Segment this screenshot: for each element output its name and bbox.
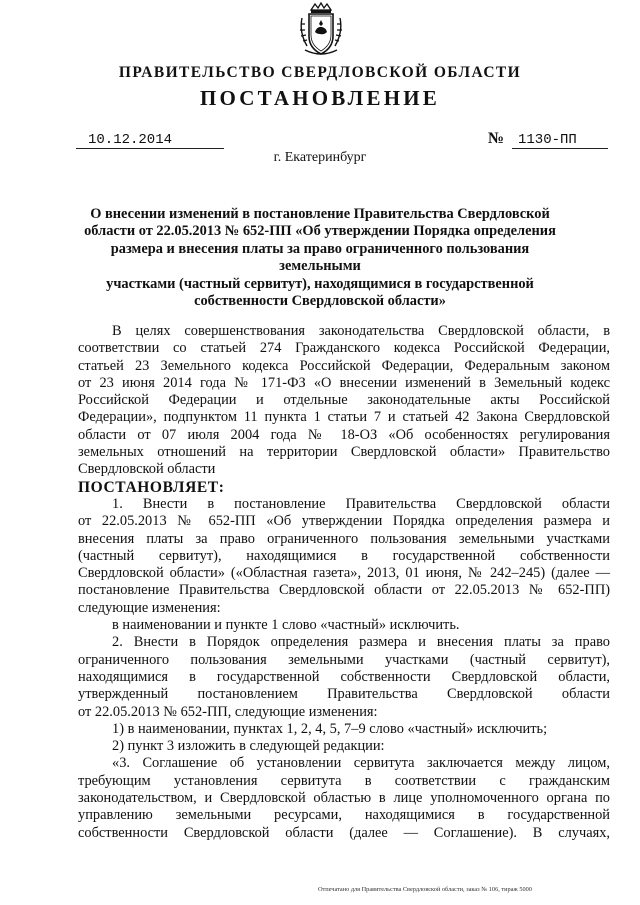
title-line: собственности Свердловской области» [194,293,446,310]
body-line: Свердловской области [78,461,216,478]
number-sign: № [488,130,505,147]
document-date: 10.12.2014 [76,132,224,149]
body-line: следующие изменения: [78,599,221,616]
body-line: 2) пункт 3 изложить в следующей редакции: [112,738,385,755]
body-line: ограниченного пользования земельными участками (частный сервитут), [78,651,610,668]
title-line: области от 22.05.2013 № 652-ПП «Об утверждении Порядка определения [84,223,556,240]
resolves-heading: ПОСТАНОВЛЯЕТ: [78,478,225,496]
body-line: земельных отношений на территории Свердловской области» Правительство [78,444,610,461]
title-line: размера и внесения платы за право ограниченного пользования земельными [110,240,530,275]
body-line: постановление Правительства Свердловской области от 22.05.2013 № 652-ПП) [78,582,610,599]
document-title [78,206,562,310]
body-line: 1) в наименовании, пунктах 1, 2, 4, 5, 7–9 слово «частный» исключить; [112,720,548,737]
body-line: Российской Федерации и отдельные законодательные акты Российской [78,392,610,409]
body-line: законодательством, и Свердловской областью в лице уполномоченного органа по [78,790,610,807]
body-line: управлению земельными ресурсами, находящимися в государственной [78,807,610,824]
body-line: области от 07 июля 2004 года № 18-ОЗ «Об особенностях регулирования [78,426,610,443]
body-line: находящимися в государственной собственности Свердловской области, [78,668,610,685]
body-line: 1. Внести в постановление Правительства Свердловской области [112,495,610,512]
body-line: от 22.05.2013 № 652-ПП «Об утверждении Порядка определения размера и [78,513,610,530]
document-number: 1130-ПП [512,132,608,149]
document-body [78,323,610,842]
body-line: внесения платы за право ограниченного пользования земельными участками [78,530,610,547]
body-line: статьей 23 Земельного кодекса Российской Федерации, Федеральным законом [78,357,610,374]
body-line: (частный сервитут), находящимися в государственной собственности [78,547,610,564]
body-line: В целях совершенствования законодательства Свердловской области, в [112,323,610,339]
coat-of-arms-emblem [296,2,346,58]
print-footer: Отпечатано для Правительства Свердловской области, заказ № 106, тираж 5000 [318,886,532,893]
city: г. Екатеринбург [273,150,367,165]
document-type: ПОСТАНОВЛЕНИЕ [199,86,441,110]
body-line: утвержденный постановлением Правительства Свердловской области [78,686,610,703]
body-line: от 23 июня 2014 года № 171-ФЗ «О внесении изменений в Земельный кодекс [78,374,610,391]
body-line: требующим установления сервитута в соответствии с гражданским [78,772,610,789]
body-line: собственности Свердловской области (далее — Соглашение). В случаях, [78,824,610,841]
body-line: соответствии со статьей 274 Гражданского кодекса Российской Федерации, [78,340,610,357]
body-line: Федерации», подпунктом 11 пункта 1 статьи 7 и статьей 42 Закона Свердловской [78,409,610,426]
title-line: О внесении изменений в постановление Правительства Свердловской [90,206,550,222]
title-line: участками (частный сервитут), находящимися в государственной [106,275,534,292]
body-line: от 22.05.2013 № 652-ПП, следующие изменения: [78,703,378,720]
body-line: в наименовании и пункте 1 слово «частный» исключить. [112,617,460,634]
organization-name: ПРАВИТЕЛЬСТВО СВЕРДЛОВСКОЙ ОБЛАСТИ [118,64,522,81]
body-line: Свердловской области» («Областная газета», 2013, 01 июня, № 242–245) (далее — [78,565,610,582]
body-line: 2. Внести в Порядок определения размера и внесения платы за право [112,634,610,651]
body-line: «3. Соглашение об установлении сервитута заключается между лицом, [112,755,610,772]
